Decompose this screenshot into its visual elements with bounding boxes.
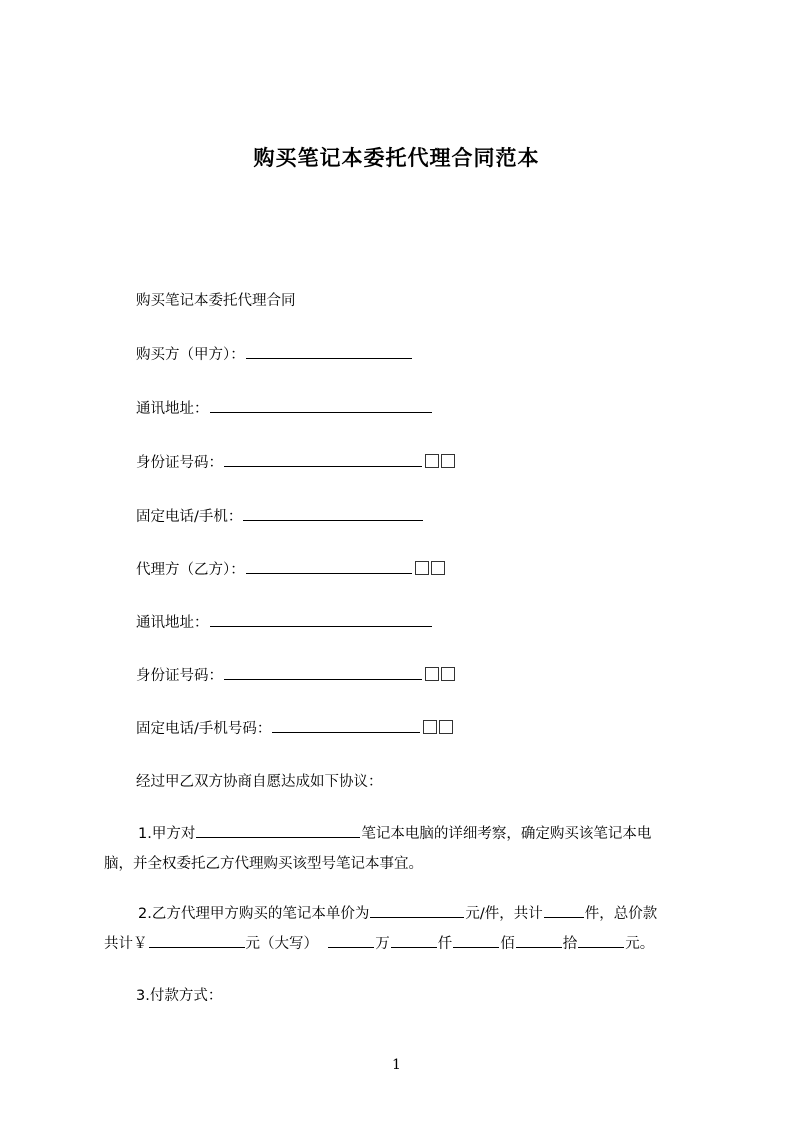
clause-1-prefix: 1.甲方对 <box>138 826 196 842</box>
checkbox-icon <box>425 667 439 681</box>
buyer-label: 购买方（甲方）： <box>136 347 245 363</box>
clause-1-line-2: 脑，并全权委托乙方代理购买该型号笔记本事宜。 <box>104 856 423 872</box>
buyer-id-label: 身份证号码： <box>136 455 223 471</box>
buyer-address-blank[interactable] <box>210 398 432 413</box>
buyer-address-line <box>136 398 433 419</box>
clause-2-line-2 <box>104 929 704 959</box>
checkbox-icon <box>425 454 439 468</box>
bai-label: 佰 <box>500 936 515 952</box>
laptop-model-blank[interactable] <box>196 823 360 838</box>
document-title: 购买笔记本委托代理合同范本 <box>253 146 540 170</box>
agent-id-label: 身份证号码： <box>136 668 223 684</box>
buyer-phone-line <box>136 506 424 527</box>
agreement-intro: 经过甲乙双方协商自愿达成如下协议： <box>136 774 383 790</box>
count-blank[interactable] <box>544 903 584 918</box>
page-number: 1 <box>392 1057 401 1073</box>
agent-id-line <box>136 665 457 686</box>
checkbox-icon <box>431 561 445 575</box>
buyer-phone-blank[interactable] <box>243 506 423 521</box>
clause-1 <box>104 819 704 879</box>
checkbox-group <box>423 719 455 739</box>
total-amount-blank[interactable] <box>149 933 245 948</box>
agent-phone-line <box>136 718 455 739</box>
shi-blank[interactable] <box>516 933 562 948</box>
agent-phone-label: 固定电话/手机号码： <box>136 721 272 737</box>
buyer-id-line <box>136 452 457 473</box>
agent-address-label: 通讯地址： <box>136 615 209 631</box>
unit-price-label: 元/件，共计 <box>465 906 543 922</box>
agent-phone-blank[interactable] <box>272 718 420 733</box>
checkbox-group <box>415 560 447 580</box>
clause-1-line-1 <box>104 819 704 849</box>
yuan-label: 元。 <box>625 936 655 952</box>
checkbox-icon <box>441 667 455 681</box>
count-label: 件，总价款 <box>584 906 658 922</box>
clause-1-middle: 笔记本电脑的详细考察，确定购买该笔记本电 <box>361 826 652 842</box>
checkbox-icon <box>415 561 429 575</box>
yuan-upper-label: 元（大写） <box>245 936 318 952</box>
buyer-address-label: 通讯地址： <box>136 401 209 417</box>
buyer-id-blank[interactable] <box>224 452 422 467</box>
qian-blank[interactable] <box>391 933 437 948</box>
clause-2-prefix: 2.乙方代理甲方购买的笔记本单价为 <box>138 906 370 922</box>
clause-2 <box>104 899 704 959</box>
agent-address-line <box>136 612 433 633</box>
agent-id-blank[interactable] <box>224 665 422 680</box>
agent-blank[interactable] <box>246 559 412 574</box>
agent-line <box>136 559 447 580</box>
agent-label: 代理方（乙方）： <box>136 562 245 578</box>
checkbox-icon <box>441 454 455 468</box>
buyer-phone-label: 固定电话/手机： <box>136 509 243 525</box>
buyer-blank[interactable] <box>246 344 412 359</box>
total-prefix: 共计￥ <box>104 936 148 952</box>
shi-label: 拾 <box>562 936 578 952</box>
contract-subtitle: 购买笔记本委托代理合同 <box>136 293 296 309</box>
clause-3: 3.付款方式： <box>136 988 223 1004</box>
buyer-line <box>136 344 413 365</box>
wan-label: 万 <box>375 936 390 952</box>
yuan-blank[interactable] <box>578 933 624 948</box>
bai-blank[interactable] <box>453 933 499 948</box>
checkbox-icon <box>439 720 453 734</box>
unit-price-blank[interactable] <box>370 903 464 918</box>
checkbox-group <box>425 666 457 686</box>
wan-blank[interactable] <box>328 933 374 948</box>
agent-address-blank[interactable] <box>210 612 432 627</box>
checkbox-group <box>425 453 457 473</box>
qian-label: 仟 <box>437 936 453 952</box>
clause-2-line-1 <box>104 899 704 929</box>
checkbox-icon <box>423 720 437 734</box>
